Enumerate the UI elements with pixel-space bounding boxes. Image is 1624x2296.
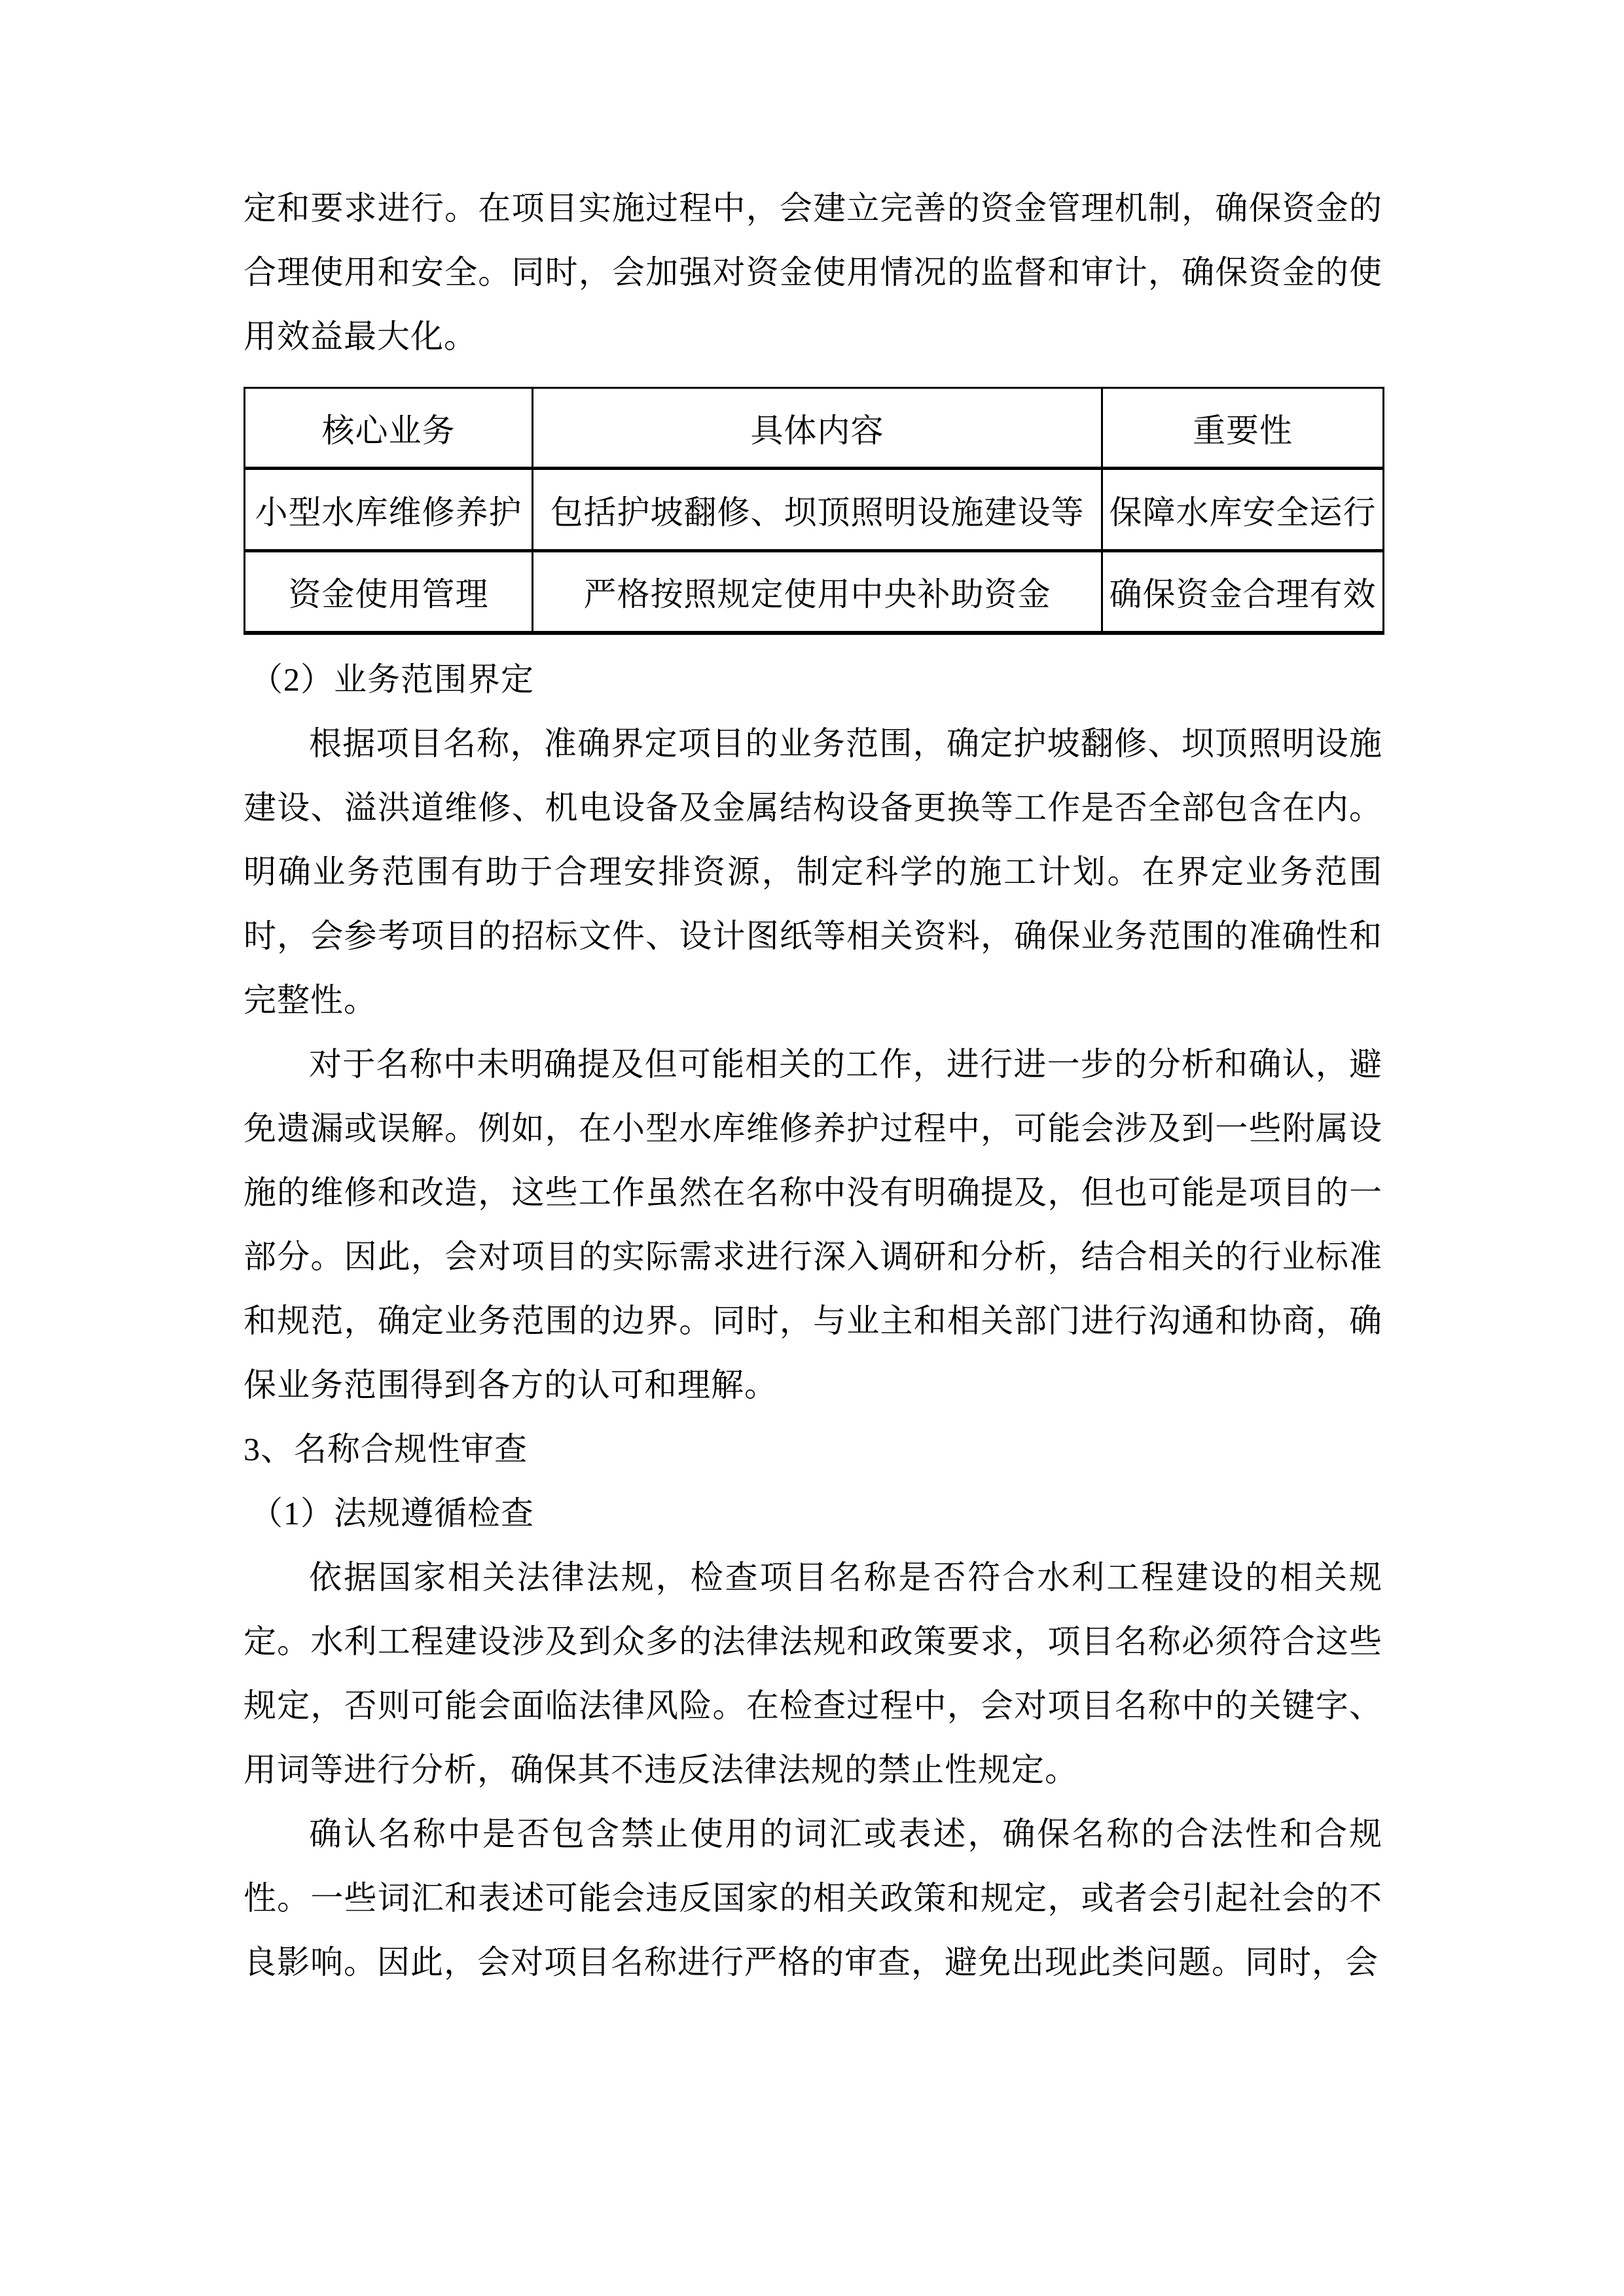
paragraph-regulation-check: 依据国家相关法律法规，检查项目名称是否符合水利工程建设的相关规定。水利工程建设涉及到众多的法律法规和政策要求，项目名称必须符合这些规定，否则可能会面临法律风险。在检查过程中，会对项目名称中的关键字、用词等进行分析，确保其不违反法律法规的禁止性规定。 bbox=[244, 1559, 1382, 1788]
paragraph-funds-management: 定和要求进行。在项目实施过程中，会建立完善的资金管理机制，确保资金的合理使用和安全。同时，会加强对资金使用情况的监督和审计，确保资金的使用效益最大化。 bbox=[244, 190, 1382, 355]
table-cell: 保障水库安全运行 bbox=[1102, 469, 1384, 551]
heading-name-compliance: 3、名称合规性审查 bbox=[244, 1431, 528, 1467]
table-header-details: 具体内容 bbox=[533, 388, 1102, 469]
table-row bbox=[245, 469, 1384, 551]
paragraph-forbidden-words: 确认名称中是否包含禁止使用的词汇或表述，确保名称的合法性和合规性。一些词汇和表述可能会违反国家的相关政策和规定，或者会引起社会的不良影响。因此，会对项目名称进行严格的审查，避免出现此类问题。同时，会 bbox=[244, 1816, 1382, 1981]
table-header-core-business: 核心业务 bbox=[245, 388, 533, 469]
paragraph-scope-analysis: 对于名称中未明确提及但可能相关的工作，进行进一步的分析和确认，避免遗漏或误解。例如，在小型水库维修养护过程中，可能会涉及到一些附属设施的维修和改造，这些工作虽然在名称中没有明确提及，但也可能是项目的一部分。因此，会对项目的实际需求进行深入调研和分析，结合相关的行业标准和规范，确定业务范围的边界。同时，与业主和相关部门进行沟通和协商，确保业务范围得到各方的认可和理解。 bbox=[244, 1046, 1382, 1403]
paragraph-scope-definition: 根据项目名称，准确界定项目的业务范围，确定护坡翻修、坝顶照明设施建设、溢洪道维修、机电设备及金属结构设备更换等工作是否全部包含在内。明确业务范围有助于合理安排资源，制定科学的施工计划。在界定业务范围时，会参考项目的招标文件、设计图纸等相关资料，确保业务范围的准确性和完整性。 bbox=[244, 725, 1382, 1018]
heading-regulation-check: （1）法规遵循检查 bbox=[250, 1495, 534, 1532]
table-row bbox=[245, 551, 1384, 634]
table-cell: 确保资金合理有效 bbox=[1102, 551, 1384, 634]
table-cell: 严格按照规定使用中央补助资金 bbox=[533, 551, 1102, 634]
table-cell: 包括护坡翻修、坝顶照明设施建设等 bbox=[533, 469, 1102, 551]
heading-business-scope: （2）业务范围界定 bbox=[250, 661, 534, 698]
table-header-row bbox=[245, 388, 1384, 469]
table-header-importance: 重要性 bbox=[1102, 388, 1384, 469]
table-cell: 资金使用管理 bbox=[245, 551, 533, 634]
table-cell: 小型水库维修养护 bbox=[245, 469, 533, 551]
core-business-table bbox=[244, 387, 1384, 635]
